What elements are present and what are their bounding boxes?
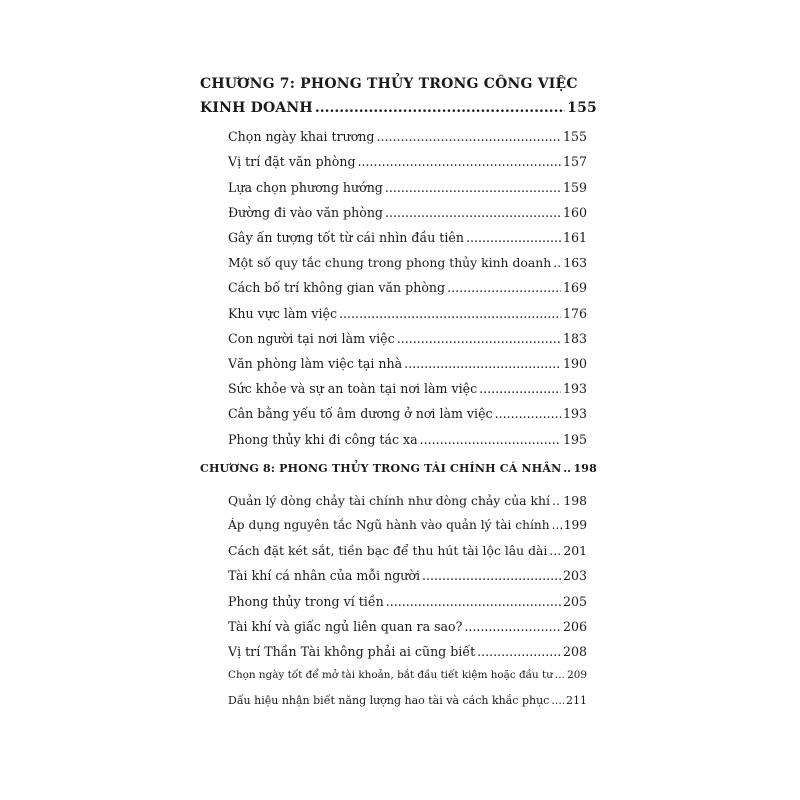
leader-dots xyxy=(477,644,561,659)
entry-page: 155 xyxy=(562,129,587,144)
entry-page: 193 xyxy=(562,381,587,396)
leader-dots xyxy=(386,594,561,609)
entry-title: Áp dụng nguyên tắc Ngũ hành vào quản lý tài chính xyxy=(228,518,550,532)
chapter-7-title-line1: CHƯƠNG 7: PHONG THỦY TRONG CÔNG VIỆC xyxy=(200,76,578,92)
entry-title: Tài khí và giấc ngủ liên quan ra sao? xyxy=(228,619,463,634)
leader-dots xyxy=(385,180,561,195)
entry-title: Cách bố trí không gian văn phòng xyxy=(228,280,446,295)
entry-title: Dấu hiệu nhận biết năng lượng hao tài và cách khắc phục xyxy=(228,694,550,707)
entry-page: 160 xyxy=(562,205,587,220)
entry-title: Lựa chọn phương hướng xyxy=(228,180,383,195)
leader-dots xyxy=(447,280,561,295)
toc-entry xyxy=(228,432,587,447)
entry-page: 205 xyxy=(562,594,587,609)
entry-title: Chọn ngày tốt để mở tài khoản, bắt đầu tiết kiệm hoặc đầu tư xyxy=(228,669,553,681)
toc-entry xyxy=(228,406,587,421)
chapter-7-heading xyxy=(200,100,597,116)
leader-dots xyxy=(551,694,564,707)
toc-entry xyxy=(228,543,587,558)
leader-dots xyxy=(397,331,561,346)
leader-dots xyxy=(464,619,561,634)
entry-title: Sức khỏe và sự an toàn tại nơi làm việc xyxy=(228,381,478,396)
entry-title: Đường đi vào văn phòng xyxy=(228,205,383,220)
toc-entry xyxy=(228,280,587,295)
entry-page: 195 xyxy=(562,432,587,447)
entry-title: Cách đặt két sắt, tiền bạc để thu hút tài lộc lâu dài xyxy=(228,543,548,558)
entry-title: Gây ấn tượng tốt từ cái nhìn đầu tiên xyxy=(228,230,464,245)
leader-dots xyxy=(404,356,561,371)
chapter-7-page: 155 xyxy=(567,100,597,116)
toc-entry xyxy=(228,493,587,508)
toc-entry xyxy=(228,180,587,195)
toc-entry xyxy=(228,644,587,659)
leader-dots xyxy=(358,154,561,169)
toc-entry xyxy=(228,331,587,346)
leader-dots xyxy=(315,100,565,116)
entry-page: 201 xyxy=(563,543,587,558)
entry-title: Chọn ngày khai trương xyxy=(228,129,375,144)
chapter-8-title: CHƯƠNG 8: PHONG THỦY TRONG TÀI CHÍNH CÁ NHÂN xyxy=(200,462,562,475)
entry-title: Vị trí Thần Tài không phải ai cũng biết xyxy=(228,644,476,659)
chapter-8-page: 198 xyxy=(573,462,597,475)
leader-dots xyxy=(555,669,565,681)
toc-entry xyxy=(228,356,587,371)
entry-page: 206 xyxy=(562,619,587,634)
entry-title: Vị trí đặt văn phòng xyxy=(228,154,356,169)
leader-dots xyxy=(552,493,561,508)
entry-page: 183 xyxy=(562,331,587,346)
leader-dots xyxy=(553,255,561,270)
entry-page: 203 xyxy=(562,568,587,583)
toc-entry xyxy=(228,255,587,270)
entry-page: 161 xyxy=(562,230,587,245)
entry-page: 169 xyxy=(562,280,587,295)
entry-page: 208 xyxy=(562,644,587,659)
toc-entry xyxy=(228,230,587,245)
entry-title: Khu vực làm việc xyxy=(228,306,338,321)
entry-title: Phong thủy trong ví tiền xyxy=(228,594,384,609)
toc-entry xyxy=(228,594,587,609)
toc-entry xyxy=(228,669,587,681)
leader-dots xyxy=(385,205,561,220)
entry-page: 193 xyxy=(562,406,587,421)
entry-title: Tài khí cá nhân của mỗi người xyxy=(228,568,421,583)
entry-title: Quản lý dòng chảy tài chính như dòng chảy của khí xyxy=(228,493,550,508)
toc-entry xyxy=(228,381,587,396)
entry-page: 163 xyxy=(563,255,587,270)
toc-entry xyxy=(228,306,587,321)
entry-title: Văn phòng làm việc tại nhà xyxy=(228,356,403,371)
entry-title: Một số quy tắc chung trong phong thủy kinh doanh xyxy=(228,255,552,270)
entry-page: 198 xyxy=(563,493,587,508)
toc-entry xyxy=(228,205,587,220)
chapter-7-title-line2: KINH DOANH xyxy=(200,100,313,116)
leader-dots xyxy=(420,432,561,447)
entry-page: 157 xyxy=(562,154,587,169)
entry-title: Con người tại nơi làm việc xyxy=(228,331,395,346)
toc-entry xyxy=(228,154,587,169)
entry-title: Cân bằng yếu tố âm dương ở nơi làm việc xyxy=(228,406,493,421)
toc-entry xyxy=(228,129,587,144)
leader-dots xyxy=(422,568,561,583)
entry-page: 209 xyxy=(567,669,587,681)
entry-title: Phong thủy khi đi công tác xa xyxy=(228,432,418,447)
toc-entry xyxy=(228,518,587,532)
leader-dots xyxy=(552,518,562,532)
leader-dots xyxy=(563,462,571,475)
entry-page: 199 xyxy=(563,518,587,532)
leader-dots xyxy=(339,306,561,321)
leader-dots xyxy=(466,230,561,245)
entry-page: 176 xyxy=(562,306,587,321)
entry-page: 211 xyxy=(566,694,587,707)
entry-page: 190 xyxy=(562,356,587,371)
toc-entry xyxy=(228,568,587,583)
chapter-8-heading xyxy=(200,462,597,475)
entry-page: 159 xyxy=(562,180,587,195)
leader-dots xyxy=(549,543,561,558)
leader-dots xyxy=(376,129,560,144)
leader-dots xyxy=(479,381,561,396)
toc-entry xyxy=(228,694,587,707)
toc-entry xyxy=(228,619,587,634)
leader-dots xyxy=(495,406,561,421)
